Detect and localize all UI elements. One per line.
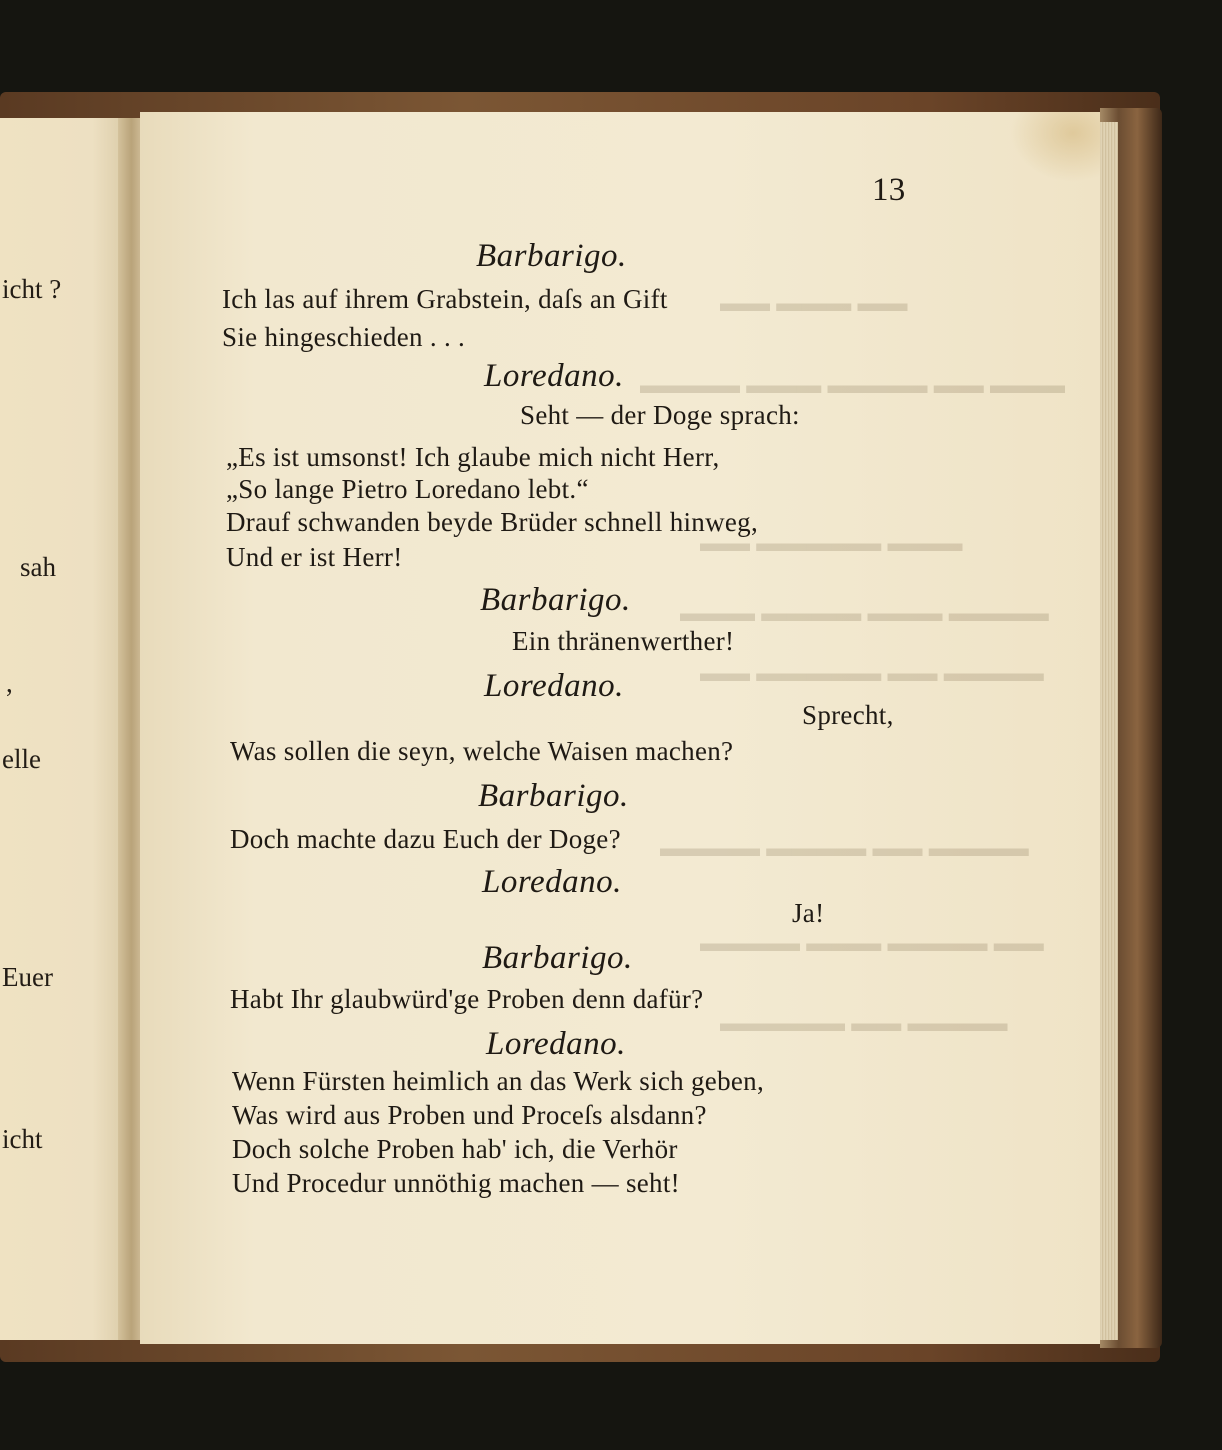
verse-line: Ich las auf ihrem Grabstein, daſs an Gift <box>222 284 668 314</box>
verse-line: Was sollen die seyn, welche Waisen machen? <box>230 736 734 766</box>
left-fragment: elle <box>2 744 41 774</box>
verse-line: Ja! <box>792 898 825 928</box>
left-fragment: , <box>6 668 13 698</box>
left-fragment: Euer <box>2 962 53 992</box>
verse-line: Sprecht, <box>802 700 894 730</box>
verse-line: Was wird aus Proben und Proceſs alsdann? <box>232 1100 707 1130</box>
verse-line: Doch machte dazu Euch der Doge? <box>230 824 621 854</box>
verse-line: Habt Ihr glaubwürd'ge Proben denn dafür? <box>230 984 704 1014</box>
speaker-heading: Barbarigo. <box>482 940 633 976</box>
verse-line: Doch solche Proben hab' ich, die Verhör <box>232 1134 678 1164</box>
verse-line: „Es ist umsonst! Ich glaube mich nicht Herr, <box>226 442 720 472</box>
verse-line: Wenn Fürsten heimlich an das Werk sich geben, <box>232 1066 765 1096</box>
verse-line: „So lange Pietro Loredano lebt.“ <box>226 474 589 504</box>
speaker-heading: Barbarigo. <box>480 582 631 618</box>
page-stain <box>1010 112 1100 182</box>
verse-line: Seht — der Doge sprach: <box>520 400 800 430</box>
speaker-heading: Loredano. <box>482 864 622 900</box>
verse-line: Drauf schwanden beyde Brüder schnell hinweg, <box>226 507 759 537</box>
speaker-heading: Loredano. <box>484 668 624 704</box>
left-fragment: sah <box>20 552 56 582</box>
verse-line: Ein thränenwerther! <box>512 626 735 656</box>
left-fragment: icht ? <box>2 274 62 304</box>
book-photo: ▬▬ ▬▬▬ ▬▬ ▬▬▬ ▬▬ ▬▬▬▬ ▬▬▬ ▬▬▬▬ ▬▬▬ ▬▬▬▬▬ ▬▬ ▬▬▬▬ ▬▬▬ ▬▬▬▬ ▬▬▬ ▬▬▬▬ ▬▬ ▬▬▬▬▬ ▬▬ ▬▬▬▬ ▬▬ ▬▬▬▬ ▬▬▬▬ ▬▬ ▬▬▬▬ ▬▬▬ ▬▬▬▬ ▬▬▬▬ ▬▬ ▬▬▬▬▬ icht ? sah , elle Euer icht 13 Barbarigo. Ich las auf ihrem Grabstein, daſs an Gift Sie hingeschieden . . . Loredano. Seht — der Doge sprach: „Es ist umsonst! Ich glaube mich nicht Herr, „So lange Pietro Loredano lebt.“ Drauf schwanden beyde Brüder schnell hinweg, Und er ist Herr! Barbarigo. Ein thränenwerther! Loredano. Sprecht, Was sollen die seyn, welche Waisen machen? Barbarigo. Doch machte dazu Euch der Doge? Loredano. Ja! Barbarigo. Habt Ihr glaubwürd'ge Proben denn dafür? Loredano. Wenn Fürsten heimlich an das Werk sich geben, Was wird aus Proben und Proceſs alsdann? Doch solche Proben hab' ich, die Verhör Und Procedur unnöthig machen — seht! <box>0 0 1222 1450</box>
speaker-heading: Barbarigo. <box>478 778 629 814</box>
speaker-heading: Loredano. <box>486 1026 626 1062</box>
verse-line: Und Procedur unnöthig machen — seht! <box>232 1168 680 1198</box>
left-fragment: icht <box>2 1124 43 1154</box>
speaker-heading: Barbarigo. <box>476 238 627 274</box>
page-number: 13 <box>872 172 906 208</box>
verse-line: Sie hingeschieden . . . <box>222 322 466 352</box>
verse-line: Und er ist Herr! <box>226 542 403 572</box>
speaker-heading: Loredano. <box>484 358 624 394</box>
